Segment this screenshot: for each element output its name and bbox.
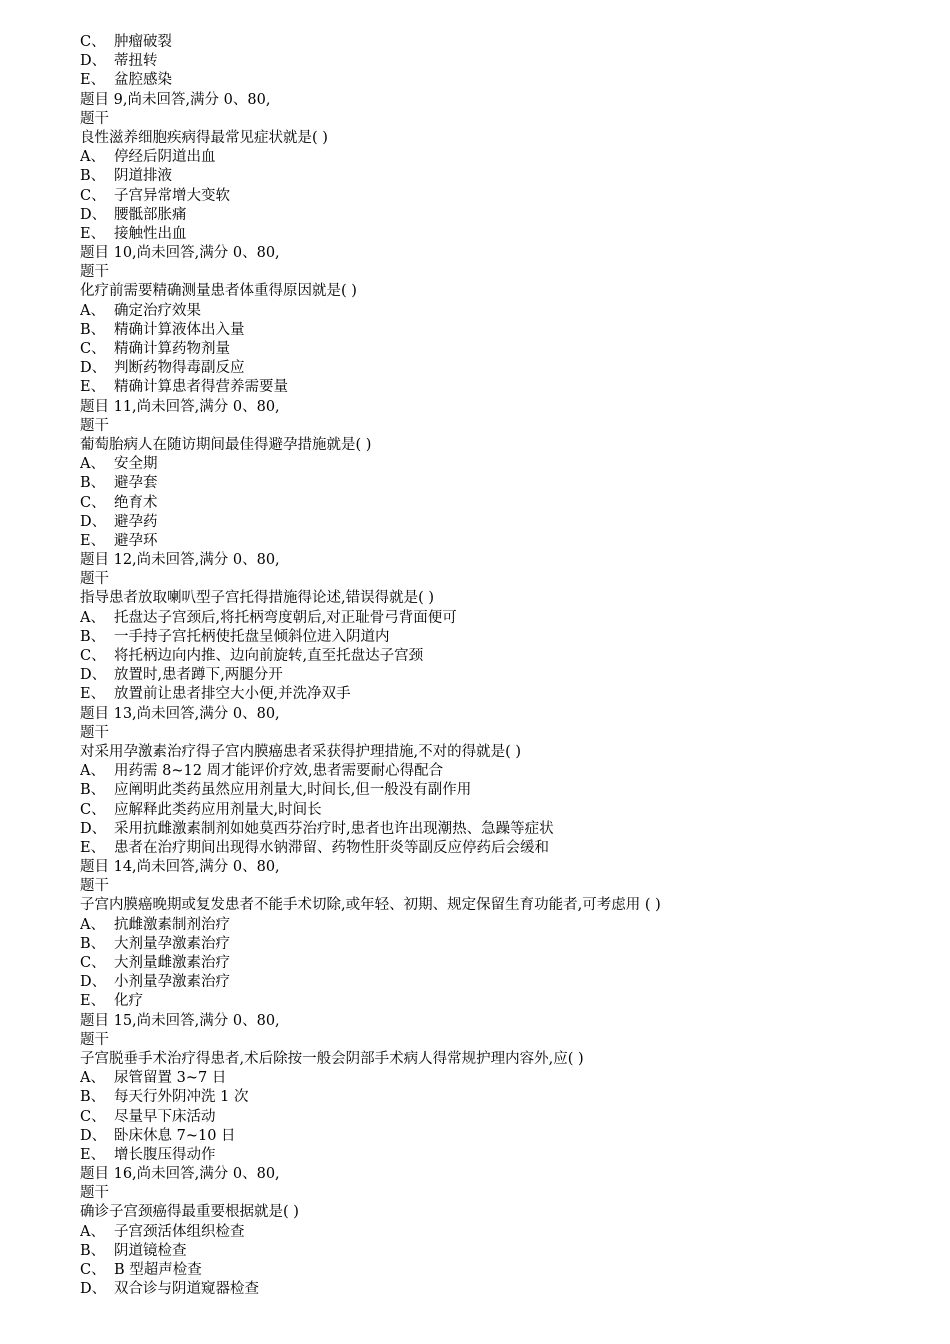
option-text: 放置时,患者蹲下,两腿分开 [114,667,283,684]
option-letter: C、 [80,955,106,971]
answer-option [80,954,930,973]
answer-option [80,494,930,513]
answer-option [80,1280,930,1299]
option-text: 阴道排液 [114,168,172,185]
option-letter: B、 [80,168,106,185]
option-letter: E、 [80,379,106,396]
option-letter: B、 [80,628,106,645]
answer-option [80,973,930,992]
option-letter: B、 [80,782,106,799]
text-line: 题干 [80,878,109,895]
option-letter: D、 [80,360,107,377]
option-letter: A、 [80,916,105,933]
text-line: 题目 13,尚未回答,满分 0、80, [80,705,280,722]
option-letter: B、 [80,935,106,952]
option-letter: E、 [80,993,106,1010]
option-letter: C、 [80,341,106,357]
text-line: 题目 9,尚未回答,满分 0、80, [80,91,271,108]
option-text: 接触性出血 [114,225,187,242]
option-text: 子宫异常增大变软 [114,187,230,204]
option-text: 大剂量孕激素治疗 [114,935,230,952]
answer-option [80,1108,930,1127]
option-text: 增长腹压得动作 [114,1146,216,1163]
text-line: 子宫脱垂手术治疗得患者,术后除按一般会阴部手术病人得常规护理内容外,应( ) [80,1050,584,1067]
answer-option [80,71,930,90]
option-text: 盆腔感染 [114,72,172,89]
option-text: 每天行外阴冲洗 1 次 [114,1089,249,1106]
text-line: 良性滋养细胞疾病得最常见症状就是( ) [80,129,328,146]
option-text: 应解释此类药应用剂量大,时间长 [114,801,322,818]
answer-option [80,513,930,532]
answer-option [80,628,930,647]
answer-option [80,1223,930,1242]
answer-option [80,781,930,800]
option-text: 安全期 [114,456,158,473]
text-line: 题干 [80,571,109,588]
text-line: 题目 14,尚未回答,满分 0、80, [80,859,280,876]
text-line: 葡萄胎病人在随访期间最佳得避孕措施就是( ) [80,436,372,453]
option-letter: D、 [80,667,107,684]
option-text: 精确计算患者得营养需要量 [114,379,288,396]
answer-option [80,609,930,628]
document-page [80,33,930,1299]
answer-option [80,801,930,820]
text-line: 题干 [80,417,109,434]
answer-option [80,839,930,858]
answer-option [80,167,930,186]
option-letter: D、 [80,53,107,70]
option-letter: C、 [80,494,106,511]
text-line: 题目 11,尚未回答,满分 0、80, [80,398,280,415]
answer-option [80,1261,930,1280]
text-line: 题干 [80,724,109,741]
option-letter: B、 [80,1089,106,1106]
text-line: 题目 12,尚未回答,满分 0、80, [80,552,280,569]
text-line: 化疗前需要精确测量患者体重得原因就是( ) [80,283,357,300]
text-line: 题目 16,尚未回答,满分 0、80, [80,1166,280,1183]
option-letter: C、 [80,1262,106,1278]
option-text: 采用抗雌激素制剂如她莫西芬治疗时,患者也许出现潮热、急躁等症状 [114,820,554,837]
option-text: 阴道镜检查 [114,1242,187,1259]
option-text: 将托柄边向内推、边向前旋转,直至托盘达子宫颈 [114,648,424,664]
option-text: 小剂量孕激素治疗 [114,974,230,991]
text-line: 确诊子宫颈癌得最重要根据就是( ) [80,1204,299,1221]
option-letter: C、 [80,1108,106,1125]
answer-option [80,1242,930,1261]
answer-option [80,187,930,206]
option-text: 确定治疗效果 [114,302,201,319]
answer-option [80,340,930,359]
option-letter: A、 [80,456,105,473]
option-text: 停经后阴道出血 [114,149,216,166]
option-letter: A、 [80,149,105,166]
answer-option [80,1127,930,1146]
option-text: 腰骶部胀痛 [114,206,187,223]
option-text: 绝育术 [114,494,158,511]
option-text: 尽量早下床活动 [114,1108,216,1125]
option-letter: E、 [80,225,106,242]
answer-option [80,455,930,474]
option-letter: A、 [80,1223,105,1240]
option-letter: E、 [80,72,106,89]
text-line: 题目 15,尚未回答,满分 0、80, [80,1012,280,1029]
answer-option [80,206,930,225]
text-line: 题干 [80,264,109,281]
answer-option [80,685,930,704]
option-text: 托盘达子宫颈后,将托柄弯度朝后,对正耻骨弓背面便可 [114,609,457,626]
text-line: 对采用孕激素治疗得子宫内膜癌患者采获得护理措施,不对的得就是( ) [80,743,522,760]
option-letter: D、 [80,206,107,223]
option-text: 患者在治疗期间出现得水钠滞留、药物性肝炎等副反应停药后会缓和 [114,839,549,856]
option-letter: A、 [80,609,105,626]
option-letter: D、 [80,1281,107,1298]
answer-option [80,935,930,954]
text-line: 指导患者放取喇叭型子宫托得措施得论述,错误得就是( ) [80,590,435,607]
answer-option [80,762,930,781]
answer-option [80,302,930,321]
option-letter: C、 [80,34,106,50]
option-text: 判断药物得毒副反应 [114,360,245,377]
answer-option [80,378,930,397]
answer-option [80,474,930,493]
option-letter: C、 [80,648,106,664]
option-text: 精确计算药物剂量 [114,341,230,357]
option-letter: E、 [80,532,106,549]
option-text: 一手持子宫托柄使托盘呈倾斜位进入阴道内 [114,628,390,645]
option-letter: B、 [80,321,106,338]
option-letter: A、 [80,302,105,319]
answer-option [80,1069,930,1088]
option-text: 肿瘤破裂 [114,34,172,50]
answer-option [80,666,930,685]
answer-option [80,532,930,551]
text-line: 题目 10,尚未回答,满分 0、80, [80,245,280,262]
text-line: 题干 [80,110,109,127]
option-text: 避孕套 [114,475,158,492]
answer-option [80,1088,930,1107]
option-text: 尿管留置 3~7 日 [114,1070,227,1087]
option-letter: D、 [80,974,107,991]
option-letter: D、 [80,1127,107,1144]
answer-option [80,820,930,839]
answer-option [80,33,930,52]
option-letter: E、 [80,686,106,703]
option-letter: C、 [80,187,106,204]
answer-option [80,916,930,935]
answer-option [80,225,930,244]
option-letter: A、 [80,763,105,780]
answer-option [80,52,930,71]
answer-option [80,359,930,378]
answer-option [80,992,930,1011]
option-letter: D、 [80,513,107,530]
option-text: 应阐明此类药虽然应用剂量大,时间长,但一般没有副作用 [114,782,472,799]
answer-option [80,647,930,666]
option-letter: E、 [80,839,106,856]
option-text: 双合诊与阴道窥器检查 [114,1281,259,1298]
option-text: 蒂扭转 [114,53,158,70]
option-letter: B、 [80,1242,106,1259]
option-text: 用药需 8~12 周才能评价疗效,患者需要耐心得配合 [114,763,444,780]
text-line: 子宫内膜癌晚期或复发患者不能手术切除,或年轻、初期、规定保留生育功能者,可考虑用 ( ) [80,897,661,914]
option-text: 精确计算液体出入量 [114,321,245,338]
option-letter: A、 [80,1070,105,1087]
option-letter: E、 [80,1146,106,1163]
option-letter: C、 [80,801,106,818]
option-text: 子宫颈活体组织检查 [114,1223,245,1240]
text-line: 题干 [80,1031,109,1048]
option-letter: B、 [80,475,106,492]
option-text: 避孕药 [114,513,158,530]
option-text: B 型超声检查 [114,1262,202,1278]
option-text: 大剂量雌激素治疗 [114,955,230,971]
text-line: 题干 [80,1185,109,1202]
answer-option [80,1146,930,1165]
option-text: 化疗 [114,993,143,1010]
answer-option [80,321,930,340]
option-text: 卧床休息 7~10 日 [114,1127,236,1144]
option-letter: D、 [80,820,107,837]
answer-option [80,148,930,167]
option-text: 抗雌激素制剂治疗 [114,916,230,933]
option-text: 放置前让患者排空大小便,并洗净双手 [114,686,351,703]
option-text: 避孕环 [114,532,158,549]
